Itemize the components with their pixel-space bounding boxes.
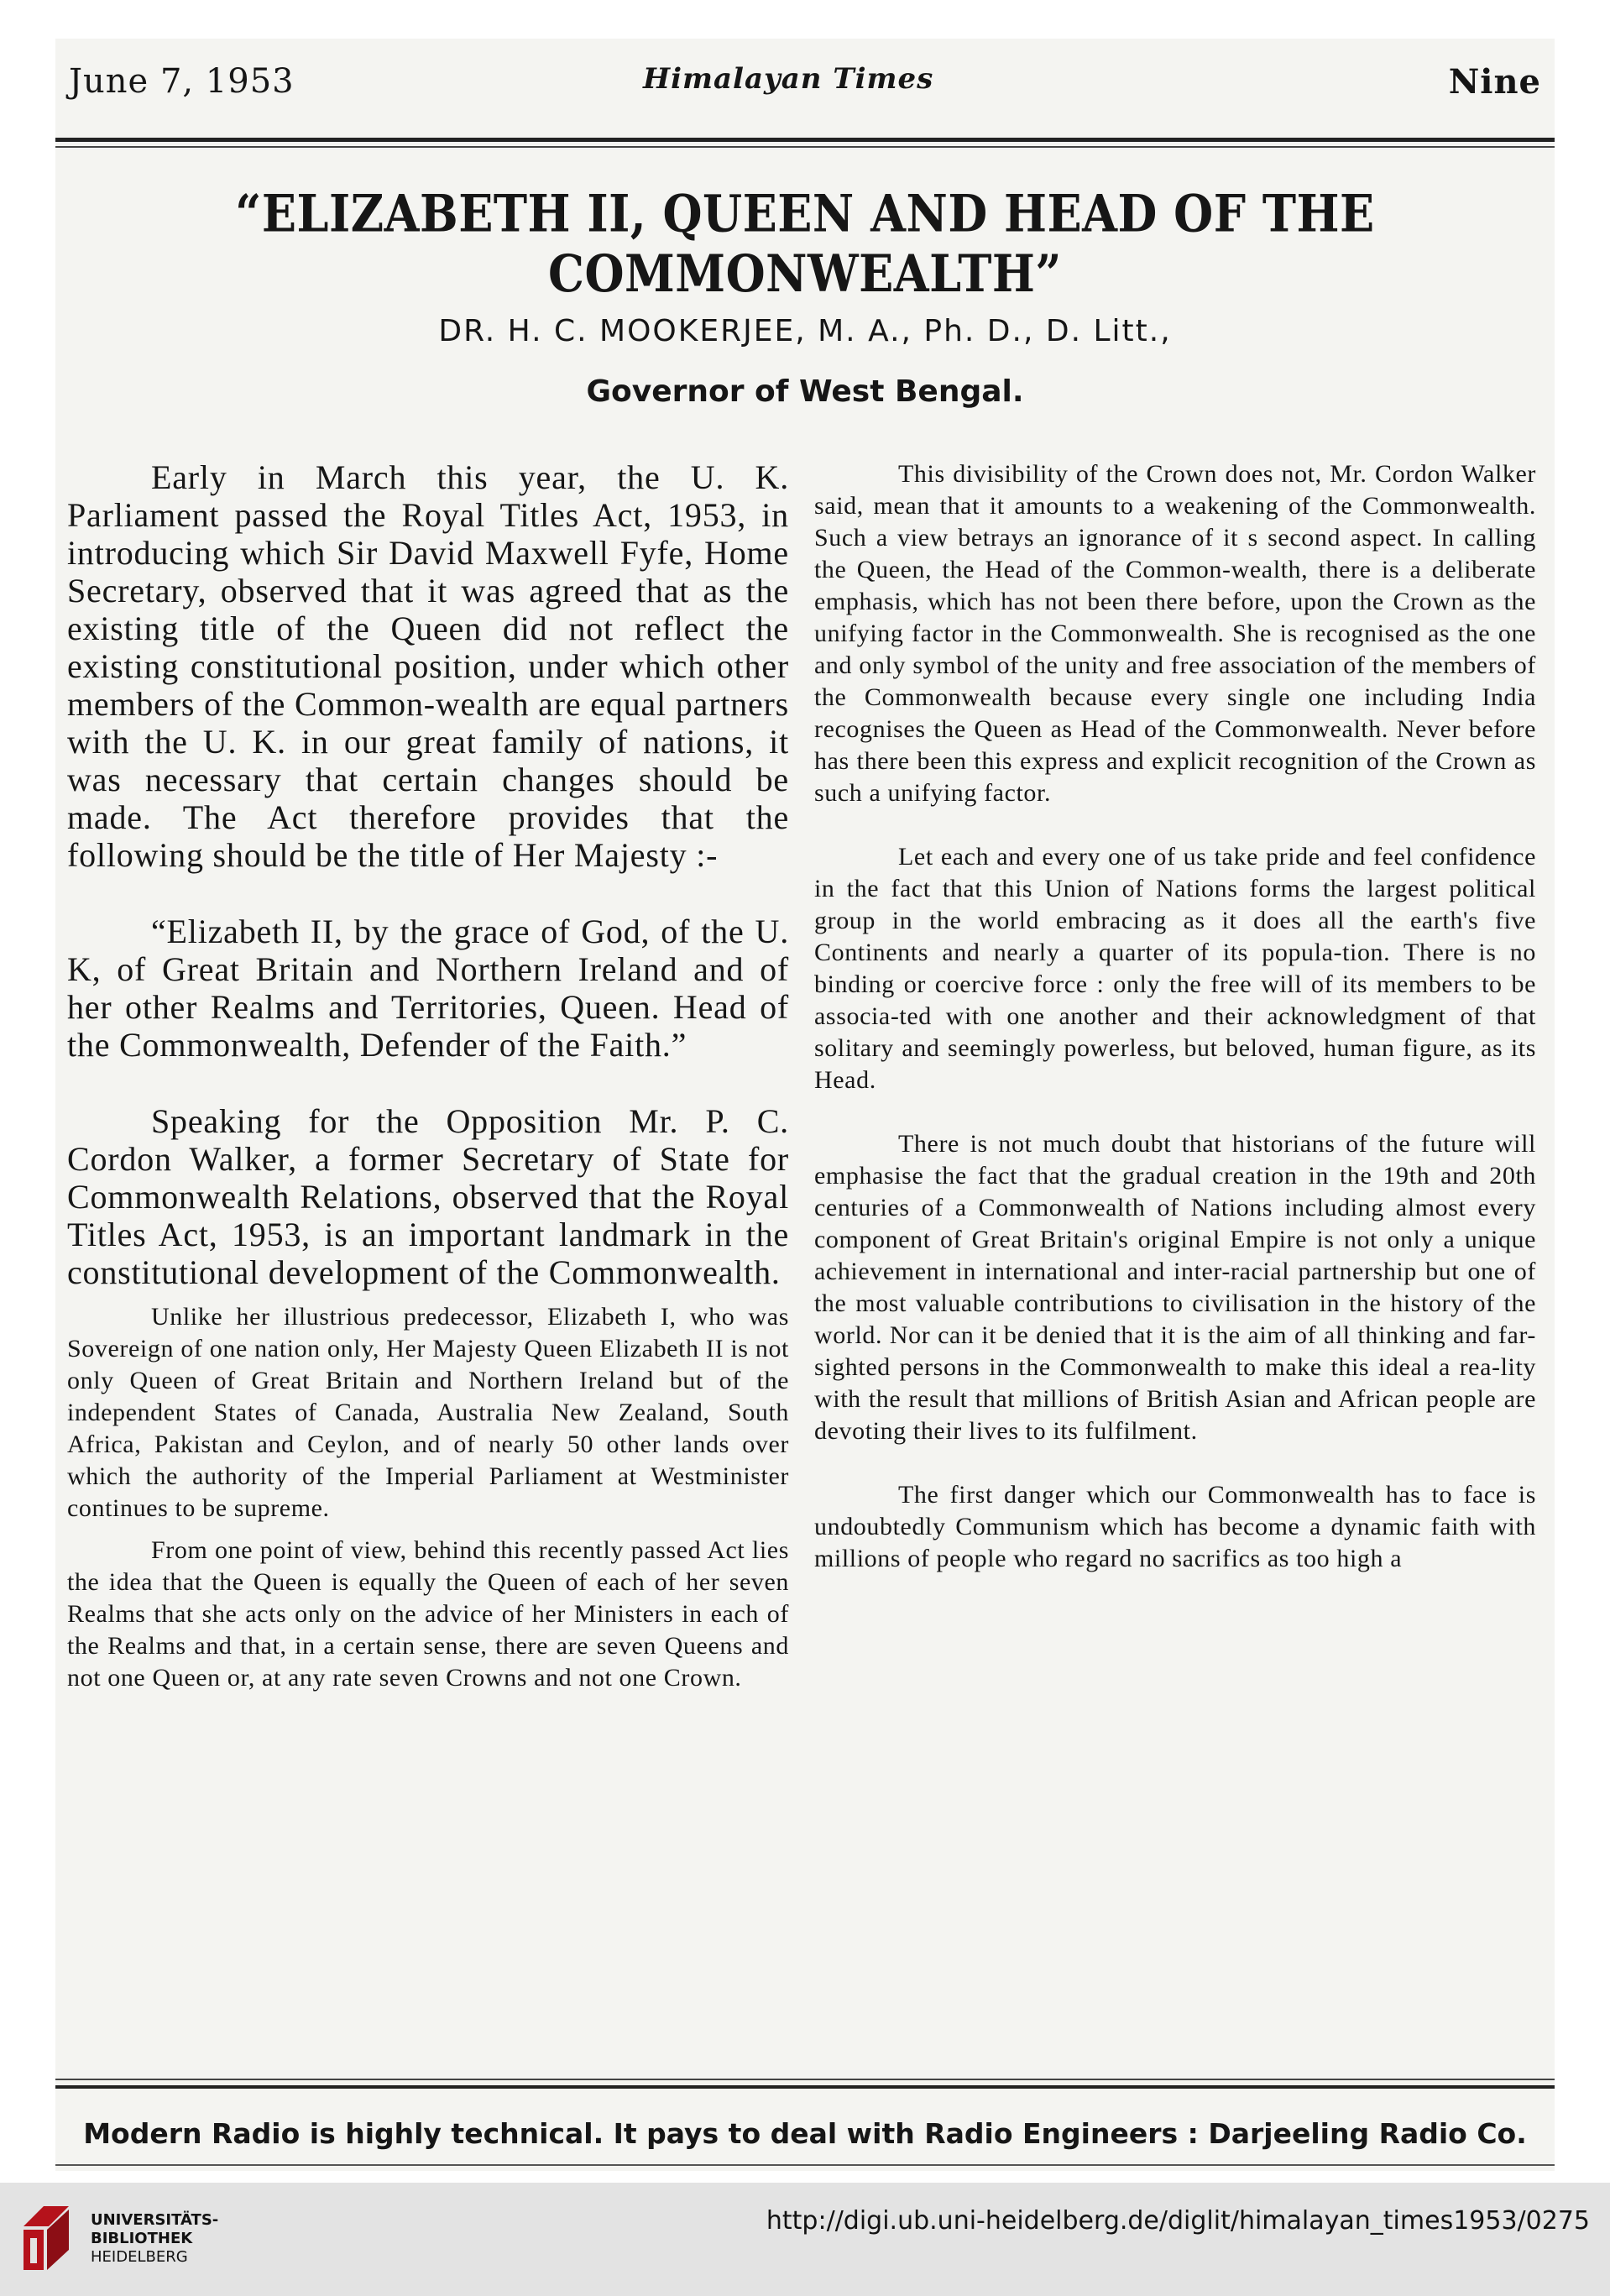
paragraph: Speaking for the Opposition Mr. P. C. Cordon Walker, a former Secretary of State for Commonwealth Relations, observed that the Royal Titles Act, 1953, is an important landmark in the constitutional development of the Commonwealth. [67, 1102, 789, 1291]
left-column [67, 458, 789, 1694]
masthead: Himalayan Times [643, 62, 934, 96]
article-byline: DR. H. C. MOOKERJEE, M. A., Ph. D., D. Litt., [438, 314, 1172, 348]
footer-rule-thin [55, 2079, 1555, 2080]
source-url-link[interactable]: http://digi.ub.uni-heidelberg.de/diglit/himalayan_times1953/0275 [766, 2206, 1590, 2236]
library-name-line: UNIVERSITÄTS- [91, 2211, 219, 2229]
paragraph: This divisibility of the Crown does not, Mr. Cordon Walker said, mean that it amounts to a weakening of the Commonwealth. Such a view betrays an ignorance of it s second aspect. In calling the Queen, the Head of the Common-wealth, there is a deliberate emphasis, which has not been there before, upon the Crown as the unifying factor in the Commonwealth. She is recognised as the one and only symbol of the unity and free association of the members of the Commonwealth because every single one including India recognises the Queen as Head of the Commonwealth. Never before has there been this express and explicit recognition of the Crown as such a unifying factor. [814, 460, 1536, 807]
paragraph: The first danger which our Commonwealth has to face is undoubtedly Communism which has become a dynamic faith with millions of people who regard no sacrifics as too high a [814, 1481, 1536, 1572]
paragraph: Let each and every one of us take pride and feel confidence in the fact that this Union of Nations forms the largest political group in the world embracing as it does all the earth's five Continents and nearly a quarter of its popula-tion. There is no binding or coercive force : only the free will of its members to be associa-ted with one another and their acknowledgment of that solitary and seemingly powerless, but beloved, human figure, as its Head. [814, 843, 1536, 1094]
paragraph: Unlike her illustrious predecessor, Elizabeth I, who was Sovereign of one nation only, Her Majesty Queen Elizabeth II is not only Queen of Great Britain and Northern Ireland but of the independent States of Canada, Australia New Zealand, South Africa, Pakistan and Ceylon, and of nearly 50 other lands over which the authority of the Imperial Parliament at Westminister continues to be supreme. [67, 1303, 789, 1522]
issue-date: June 7, 1953 [69, 62, 295, 101]
library-footer [0, 2183, 1610, 2296]
article-headline: “ELIZABETH II, QUEEN AND HEAD OF THE COMMONWEALTH” [235, 183, 1375, 304]
paragraph: There is not much doubt that historians of the future will emphasise the fact that the gradual creation in the 19th and 20th centuries of a Commonwealth of Nations including almost every component of Great Britain's original Empire is not only a unique achievement in international and inter-racial partnership but one of the most valuable contributions to civilisation in the history of the world. Nor can it be denied that it is the aim of all thinking and far-sighted persons in the Commonwealth to make this ideal a rea-lity with the result that millions of British Asian and African people are devoting their lives to its fulfilment. [814, 1130, 1536, 1445]
radio-advertisement: Modern Radio is highly technical. It pays to deal with Radio Engineers : Darjeeling Radio Co. [83, 2117, 1527, 2150]
paragraph: From one point of view, behind this recently passed Act lies the idea that the Queen is equally the Queen of each of her seven Realms that she acts only on the advice of her Ministers in each of the Realms and that, in a certain sense, there are seven Queens and not one Queen or, at any rate seven Crowns and not one Crown. [67, 1536, 789, 1692]
paragraph-quote: “Elizabeth II, by the grace of God, of the U. K, of Great Britain and Northern Ireland and of her other Realms and Territories, Queen. Head of the Commonwealth, Defender of the Faith.” [67, 913, 789, 1064]
footer-rule [55, 2085, 1555, 2089]
library-name-line: BIBLIOTHEK [91, 2230, 193, 2247]
newspaper-page [55, 39, 1555, 2171]
paragraph: Early in March this year, the U. K. Parliament passed the Royal Titles Act, 1953, in introducing which Sir David Maxwell Fyfe, Home Secretary, observed that it was agreed that as the existing title of the Queen did not reflect the existing constitutional position, under which other members of the Common-wealth are equal partners with the U. K. in our great family of nations, it was necessary that certain changes should be made. The Act therefore provides that the following should be the title of Her Majesty :- [67, 458, 789, 874]
header-rule-thin [55, 146, 1555, 148]
page-number: Nine [1448, 62, 1541, 102]
author-title: Governor of West Bengal. [586, 374, 1024, 409]
library-logo-icon [18, 2201, 74, 2275]
ad-rule [55, 2164, 1555, 2166]
header-rule [55, 138, 1555, 142]
library-name-line: HEIDELBERG [91, 2248, 188, 2266]
right-column [814, 458, 1536, 1575]
library-name [91, 2211, 218, 2267]
